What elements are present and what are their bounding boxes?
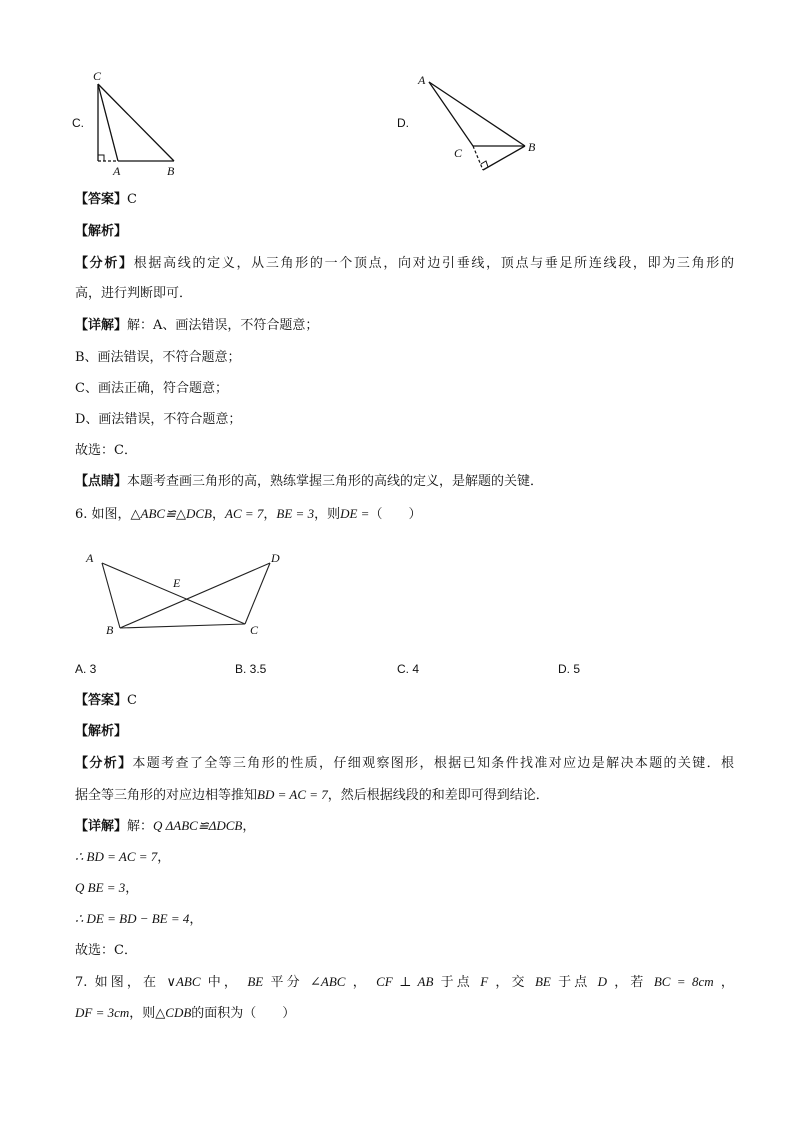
q6-fenxi-line-1: 【分析】本题考查了全等三角形的性质，仔细观察图形，根据已知条件找准对应边是解决本题的关键．根: [75, 756, 734, 771]
figure-option-c: [85, 66, 185, 178]
figure-q6: [82, 545, 292, 645]
label-b: B: [528, 140, 536, 154]
q7-stem-line-2: DF = 3cm，则△CDB的面积为（ ）: [75, 1005, 296, 1021]
q7-stem-line-1: 7. 如图，在 ∨ABC 中， BE 平分 ∠ABC ， CF ⊥ AB 于点 F ，交 BE 于点 D ，若 BC = 8cm ，: [75, 974, 734, 990]
q6-stem: 6. 如图，△ABC≌△DCB，AC = 7，BE = 3，则DE =（ ）: [75, 506, 422, 522]
label-c: C: [250, 623, 259, 637]
q6-detail-line-1: 【详解】解：Q ΔABC≌ΔDCB，: [75, 818, 256, 834]
label-c: C: [454, 146, 463, 160]
label-b: B: [106, 623, 114, 637]
label-d: D: [271, 551, 280, 565]
q6-detail-line-2: ∴ BD = AC = 7，: [75, 849, 171, 865]
option-d-letter: D.: [397, 116, 409, 130]
q6-choice-c[interactable]: C. 4: [397, 662, 420, 676]
label-a: A: [113, 164, 121, 178]
q6-fenxi-line-2: 据全等三角形的对应边相等推知BD = AC = 7，然后根据线段的和差即可得到结论．: [75, 787, 549, 803]
label-c: C: [93, 69, 102, 83]
detail-line-3: C、画法正确，符合题意；: [75, 381, 228, 396]
fenxi-line-2: 高，进行判断即可．: [75, 286, 193, 301]
detail-line-4: D、画法错误，不符合题意；: [75, 412, 242, 427]
q6-choice-a[interactable]: A. 3: [75, 662, 97, 676]
q6-detail-line-5: 故选：C．: [75, 943, 137, 958]
q6-answer-line: 【答案】C: [75, 693, 137, 708]
answer-line: [75, 192, 734, 208]
label-b: B: [167, 164, 175, 178]
q6-detail-line-4: ∴ DE = BD − BE = 4，: [75, 911, 203, 927]
figure-option-d: [410, 66, 550, 178]
detail-line-5: 故选：C．: [75, 443, 137, 458]
fenxi-line-1: 【分析】根据高线的定义，从三角形的一个顶点，向对边引垂线，顶点与垂足所连线段，即为三角形的: [75, 256, 734, 271]
detail-line-1: 【详解】解：A、画法错误，不符合题意；: [75, 318, 319, 333]
q6-detail-line-3: Q BE = 3，: [75, 880, 139, 896]
q6-choice-b[interactable]: B. 3.5: [235, 662, 267, 676]
option-c-letter: C.: [72, 116, 84, 130]
detail-line-2: B、画法错误，不符合题意；: [75, 350, 241, 365]
label-a: A: [86, 551, 94, 565]
answer-tag: 【答案】: [75, 192, 128, 207]
label-e: E: [173, 576, 181, 590]
answer-value: C: [127, 192, 137, 207]
analysis-heading: 【解析】: [75, 224, 128, 239]
label-a: A: [418, 73, 426, 87]
dianjing-line: 【点睛】本题考查画三角形的高，熟练掌握三角形的高线的定义，是解题的关键．: [75, 474, 544, 489]
q6-choice-d[interactable]: D. 5: [558, 662, 581, 676]
q6-analysis-heading: 【解析】: [75, 724, 128, 739]
